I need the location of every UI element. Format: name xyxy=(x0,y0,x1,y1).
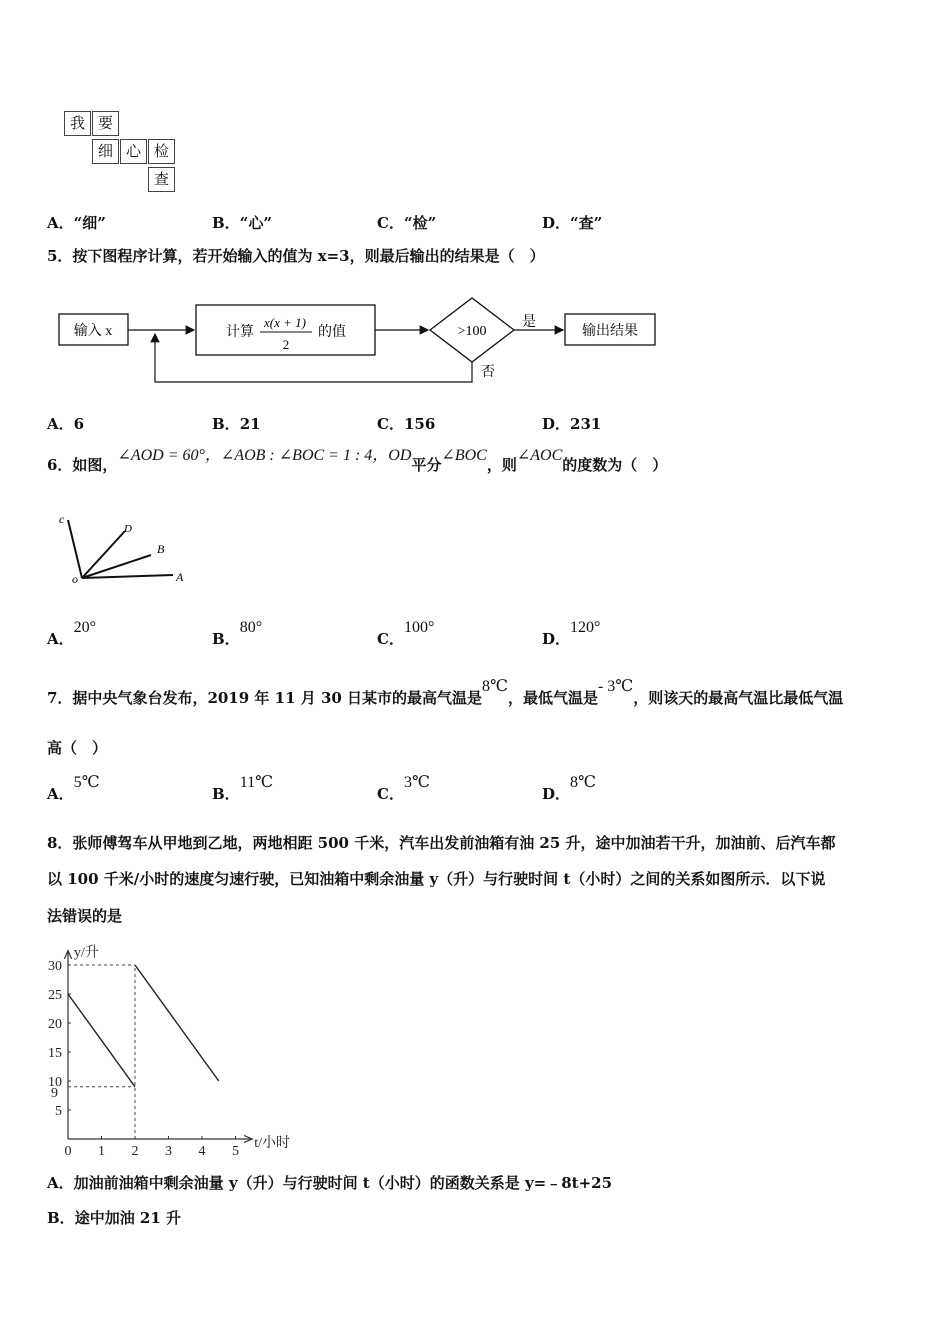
q6-option-d: D．120° xyxy=(542,619,601,648)
q4-option-c: C．“检” xyxy=(377,214,437,232)
y-tick-label: 9 xyxy=(51,1085,58,1101)
label-a: A xyxy=(176,570,184,584)
q8-stem-line3: 法错误的是 xyxy=(47,907,123,925)
x-axis-label: t/小时 xyxy=(254,1136,291,1151)
q6-option-b: B．80° xyxy=(212,619,263,648)
q7-option-c: C．3℃ xyxy=(377,774,430,803)
q7-stem-line1: 7．据中央气象台发布，2019 年 11 月 30 日某市的最高气温是8℃，最低气温是- 3℃，则该天的最高气温比最低气温 xyxy=(47,678,844,707)
series-line xyxy=(68,994,135,1087)
flow-calc-numerator: x(x + 1) xyxy=(264,315,306,330)
flow-condition-label: >100 xyxy=(457,324,487,339)
y-tick-label: 20 xyxy=(48,1017,62,1032)
q5-option-a: A．6 xyxy=(47,415,85,433)
x-tick-label: 5 xyxy=(232,1144,239,1159)
q8-option-b: B．途中加油 21 升 xyxy=(47,1209,182,1227)
y-tick-label: 30 xyxy=(48,959,62,974)
ray-oa xyxy=(82,575,173,578)
q6-stem: 6．如图，∠AOD = 60°，∠AOB : ∠BOC = 1 : 4，OD平分∠BOC，则∠AOC的度数为（ ） xyxy=(47,447,668,474)
y-tick-label: 5 xyxy=(55,1104,62,1119)
flow-calc-denominator: 2 xyxy=(282,337,290,352)
y-axis-label: y/升 xyxy=(74,945,99,961)
net-cell: 查 xyxy=(148,167,175,192)
flow-input-label: 输入 x xyxy=(73,324,113,339)
q6-option-a: A．20° xyxy=(47,619,97,648)
flow-no-label: 否 xyxy=(481,365,495,380)
x-tick-label: 4 xyxy=(198,1144,206,1159)
q5-option-d: D．231 xyxy=(542,415,602,433)
flow-yes-label: 是 xyxy=(522,315,536,330)
net-cell: 心 xyxy=(120,139,147,164)
net-cell: 我 xyxy=(64,111,91,136)
net-cell: 检 xyxy=(148,139,175,164)
q4-option-a: A．“细” xyxy=(47,214,106,232)
q5-option-b: B．21 xyxy=(212,415,261,433)
y-tick-label: 25 xyxy=(48,988,62,1003)
label-o: o xyxy=(72,572,78,586)
q5-flowchart xyxy=(50,290,670,390)
label-b: B xyxy=(157,542,165,556)
q4-option-b: B．“心” xyxy=(212,214,272,232)
x-tick-label: 0 xyxy=(64,1144,72,1159)
q6-option-c: C．100° xyxy=(377,619,435,648)
q7-option-a: A．5℃ xyxy=(47,774,100,803)
fuel-chart xyxy=(0,925,320,1165)
series-line xyxy=(135,965,219,1081)
net-cell: 要 xyxy=(92,111,119,136)
label-c: c xyxy=(59,512,65,526)
q7-option-b: B．11℃ xyxy=(212,774,273,803)
flow-calc-suffix: 的值 xyxy=(318,325,346,340)
y-tick-label: 15 xyxy=(48,1046,62,1061)
net-cell: 细 xyxy=(92,139,119,164)
q6-angle-figure xyxy=(52,508,202,593)
x-tick-label: 1 xyxy=(98,1144,105,1159)
q4-option-d: D．“查” xyxy=(542,214,603,232)
y-tick-label: 10 xyxy=(48,1075,62,1090)
q7-stem-line2: 高（ ） xyxy=(47,739,108,757)
q8-option-a: A．加油前油箱中剩余油量 y（升）与行驶时间 t（小时）的函数关系是 y=﹣8t+25 xyxy=(47,1174,613,1192)
q7-option-d: D．8℃ xyxy=(542,774,596,803)
q8-stem-line2: 以 100 千米/小时的速度匀速行驶，已知油箱中剩余油量 y（升）与行驶时间 t（小时）之间的关系如图所示．以下说 xyxy=(47,870,826,888)
x-tick-label: 3 xyxy=(165,1144,172,1159)
flow-output-label: 输出结果 xyxy=(582,324,638,339)
x-tick-label: 2 xyxy=(131,1144,139,1159)
flow-calc-prefix: 计算 xyxy=(226,325,254,340)
q5-option-c: C．156 xyxy=(377,415,436,433)
q5-stem: 5．按下图程序计算，若开始输入的值为 x=3，则最后输出的结果是（ ） xyxy=(47,247,545,265)
ray-oc xyxy=(68,520,82,578)
q8-stem-line1: 8．张师傅驾车从甲地到乙地，两地相距 500 千米，汽车出发前油箱有油 25 升，途中加油若干升，加油前、后汽车都 xyxy=(47,834,836,852)
label-d: D xyxy=(124,523,132,535)
